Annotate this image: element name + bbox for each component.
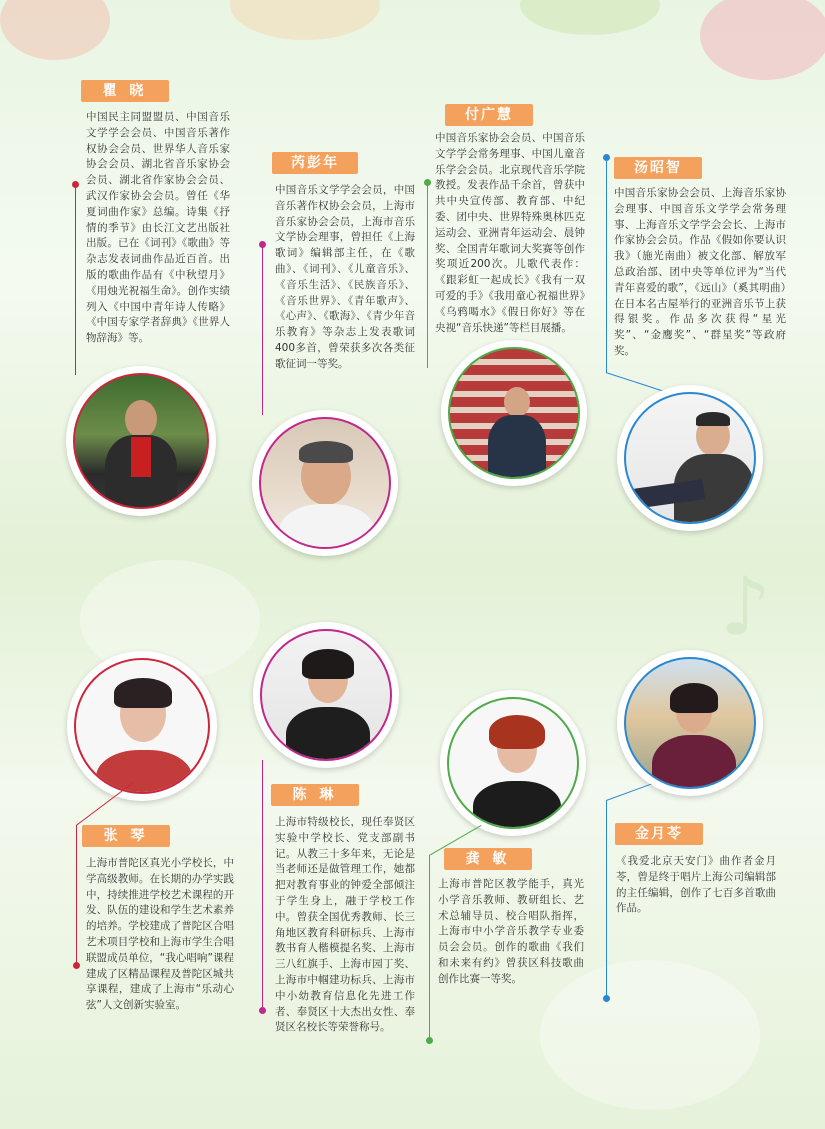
connector-line [606,784,651,801]
bio-text: 中国音乐家协会会员、中国音乐文学学会常务理事、中国儿童音乐学会会员。北京现代音乐学院教授。发表作品千余首，曾获中共中央宣传部、教育部、中纪委、团中央、世界特殊奥林匹克运动会、亚洲青年运动会、晨钟奖、全国青年歌词大奖赛等创作奖项近200次。儿歌代表作：《跟彩虹一起成长》《我有一双可爱的手》《我用童心祝福世界》《乌鸦喝水》《假日你好》等在央视“音乐快递”等栏目展播。 [435,132,585,334]
connector-dot [72,181,79,188]
decor-petal [520,0,660,35]
name-tag: 芮彭年 [272,152,358,174]
avatar [617,650,763,796]
avatar [440,690,586,836]
connector-line [606,800,607,1000]
avatar [441,340,587,486]
bio-text: 上海市普陀区真光小学校长，中学高级教师。在长期的办学实践中，持续推进学校艺术课程的开发、队伍的建设和学生艺术素养的培养。学校建成了普陀区合唱艺术项目学校和上海市学生合唱联盟成员单位，“我心唱响”课程建成了区精品课程及普陀区城共享课程，建成了上海市“乐动心弦”人文创新实验室。 [86,857,234,1012]
connector-dot [424,179,431,186]
bio-text: 中国民主同盟盟员、中国音乐文学学会会员、中国音乐著作权协会会员、世界华人音乐家协会会员、湖北省音乐家协会会员、湖北省作家协会会员、武汉作家协会会员。曾任《华夏词曲作家》总编。诗集《抒情的季节》由长江文艺出版社出版。已在《词刊》《歌曲》等杂志发表词曲作品近百首。出版的歌曲作品有《中秋望月》《用烛光祝福生命》。创作实绩列入《中国中青年诗人传略》《中国专家学者辞典》《世界人物辞海》等。 [86,111,230,345]
bio-text: 上海市特级校长，现任奉贤区实验中学校长、党支部副书记。从教三十多年来，无论是当老师还是做管理工作，她都把对教育事业的钟爱全部倾注于学生身上，融于学校工作中。曾获全国优秀教师、长三角地区教育科研标兵、上海市教书育人楷模提名奖、上海市三八红旗手、上海市园丁奖、上海市中帼建功标兵、上海市中小幼教育信息化先进工作者、奉贤区十大杰出女性、奉贤区名校长等荣誉称号。 [275,816,415,1034]
connector-line [429,855,430,1040]
connector-line [75,185,76,375]
bio-text: 上海市普陀区教学能手，真光小学音乐教师、教研组长、艺术总辅导员、校合唱队指挥，上海市中小学音乐教学专业委员会会员。创作的歌曲《我们和未来有约》曾获区科技歌曲创作比赛一等奖。 [438,878,584,985]
avatar [253,622,399,768]
connector-line [76,825,77,965]
avatar [66,366,216,516]
decor-petal [0,0,110,60]
bio-text: 《我爱北京天安门》曲作者金月苓，曾是终于唱片上海公司编辑部的主任编辑，创作了七百多首歌曲作品。 [616,855,776,915]
decor-petal [230,0,380,40]
connector-line [262,245,263,415]
connector-dot [259,241,266,248]
name-tag: 汤昭智 [614,157,702,179]
avatar [617,385,763,531]
connector-dot [73,962,80,969]
name-tag: 陈 琳 [271,784,359,806]
name-tag: 付广慧 [445,104,533,126]
connector-dot [426,1037,433,1044]
connector-dot [603,154,610,161]
name-tag: 瞿 晓 [81,80,169,102]
connector-line [606,158,607,373]
connector-line [427,183,428,368]
name-tag: 龚 敏 [444,848,532,870]
bio-text: 中国音乐家协会会员、上海音乐家协会理事、中国音乐文学学会常务理事、上海音乐文学学会会长、上海市作家协会会员。作品《假如你要认识我》（施光南曲）被文化部、解放军总政治部、团中央等单位评为“当代青年喜爱的歌”，《远山》（奚其明曲）在日本名古屋举行的亚洲音乐节上获得银奖。作品多次获得“星光奖”、“金鹰奖”、“群星奖”等政府奖。 [614,187,786,357]
name-tag: 张 琴 [82,825,170,847]
music-note-icon: ♪ [720,560,772,653]
connector-dot [259,1007,266,1014]
name-tag: 金月苓 [615,823,703,845]
connector-line [262,760,263,1010]
decor-petal [700,0,825,80]
connector-dot [603,995,610,1002]
avatar [67,651,217,801]
avatar [252,410,398,556]
bio-text: 中国音乐文学学会会员，中国音乐著作权协会会员，上海市音乐家协会会员，上海市音乐文学协会理事，曾担任《上海歌词》编辑部主任，在《歌曲》、《词刊》、《儿童音乐》、《音乐生活》、《民族音乐》、《音乐世界》、《青年歌声》、《心声》、《歌海》、《青少年音乐教育》等杂志上发表歌词400多首，曾荣获多次各类征歌征词一等奖。 [275,184,415,370]
